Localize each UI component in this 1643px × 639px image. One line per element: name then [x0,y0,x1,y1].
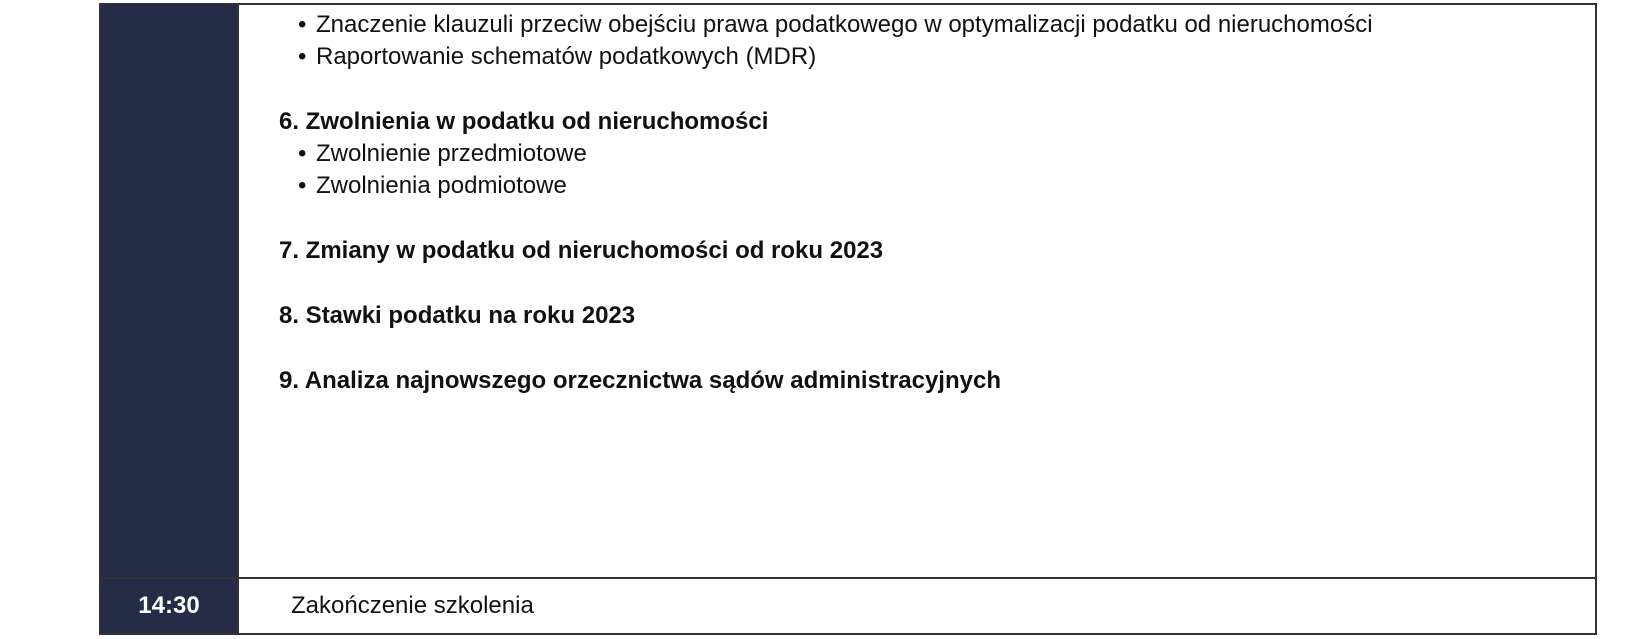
section-heading-8: 8. Stawki podatku na roku 2023 [279,302,636,329]
section-heading-7: 7. Zmiany w podatku od nieruchomości od roku 2023 [279,237,884,264]
list-item-text: Zwolnienie przedmiotowe [316,140,587,167]
bullet-icon: • [298,140,307,167]
list-item [298,42,816,72]
list-item-text: Raportowanie schematów podatkowych (MDR) [316,43,817,70]
agenda-table [99,3,1597,635]
program-content-cell [241,5,1595,577]
section-heading-9: 9. Analiza najnowszego orzecznictwa sądów administracyjnych [279,367,1001,394]
bullet-icon: • [298,43,307,70]
agenda-row-program [101,5,1595,579]
list-item-text: Zwolnienia podmiotowe [316,172,567,199]
time-label: 14:30 [101,579,239,633]
bullet-icon: • [298,172,307,199]
list-item [298,171,567,201]
list-item [298,139,587,169]
closing-content-cell [241,579,1595,633]
closing-text: Zakończenie szkolenia [291,592,534,619]
list-item [298,10,1373,40]
list-item-text: Znaczenie klauzuli przeciw obejściu prawa podatkowego w optymalizacji podatku od nieruchomości [316,11,1373,38]
agenda-row-closing [101,579,1595,633]
bullet-icon: • [298,11,307,38]
section-heading-6: 6. Zwolnienia w podatku od nieruchomości [279,108,769,135]
time-column-cell [101,5,239,577]
